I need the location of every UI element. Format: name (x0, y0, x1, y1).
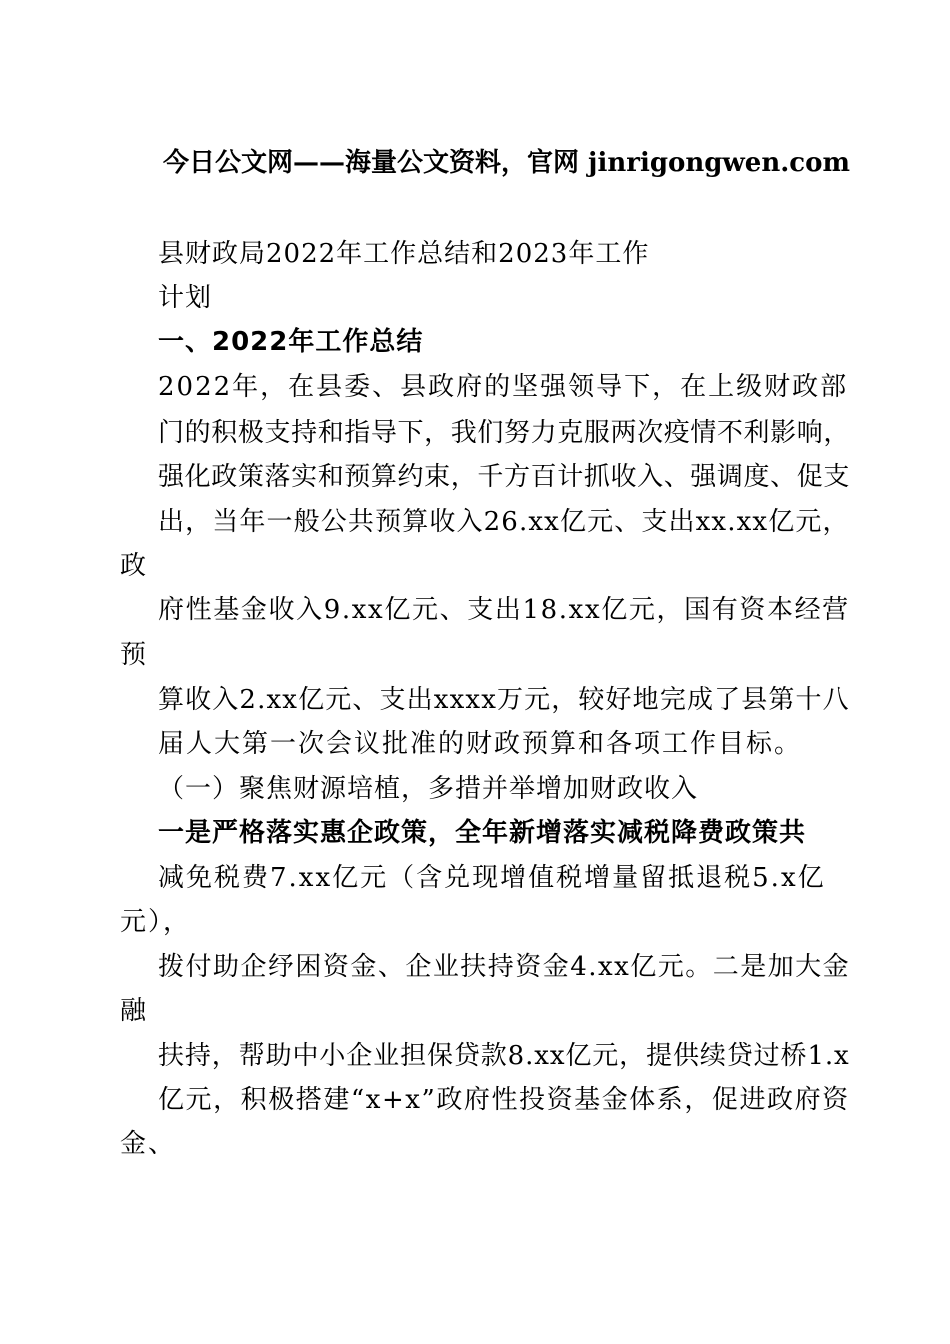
body-line: 府性基金收入9.xx亿元、支出18.xx亿元，国有资本经营 (158, 595, 850, 625)
body-line: 亿元，积极搭建“x+x”政府性投资基金体系，促进政府资 (158, 1085, 850, 1115)
body-line: 门的积极支持和指导下，我们努力克服两次疫情不利影响， (158, 418, 851, 448)
body-line-wrap: 预 (120, 640, 149, 670)
document-title-line-1: 县财政局2022年工作总结和2023年工作 (158, 239, 650, 269)
body-line-wrap: 金、 (120, 1129, 177, 1159)
body-line-wrap: 融 (120, 996, 149, 1026)
section-heading: 一、2022年工作总结 (158, 327, 424, 357)
body-line: 强化政策落实和预算约束，千方百计抓收入、强调度、促支 (158, 462, 851, 492)
body-line: 拨付助企纾困资金、企业扶持资金4.xx亿元。二是加大金 (158, 952, 851, 982)
site-banner: 今日公文网——海量公文资料，官网 jinrigongwen.com (163, 148, 850, 178)
body-line-wrap: 元）， (120, 907, 192, 937)
body-line: 扶持，帮助中小企业担保贷款8.xx亿元，提供续贷过桥1.x (158, 1041, 850, 1071)
document-title-line-2: 计划 (158, 283, 213, 313)
subsection-lead: 一是严格落实惠企政策，全年新增落实减税降费政策共 (158, 818, 807, 848)
body-line: 2022年，在县委、县政府的坚强领导下，在上级财政部 (158, 372, 849, 402)
body-line-wrap: 政 (120, 551, 149, 581)
body-line: 算收入2.xx亿元、支出xxxx万元，较好地完成了县第十八 (158, 685, 850, 715)
subsection-heading: （一）聚焦财源培植，多措并举增加财政收入 (158, 774, 699, 804)
body-line: 减免税费7.xx亿元（含兑现增值税增量留抵退税5.x亿 (158, 863, 826, 893)
body-line: 届人大第一次会议批准的财政预算和各项工作目标。 (158, 729, 803, 759)
body-line: 出，当年一般公共预算收入26.xx亿元、支出xx.xx亿元， (158, 507, 850, 537)
